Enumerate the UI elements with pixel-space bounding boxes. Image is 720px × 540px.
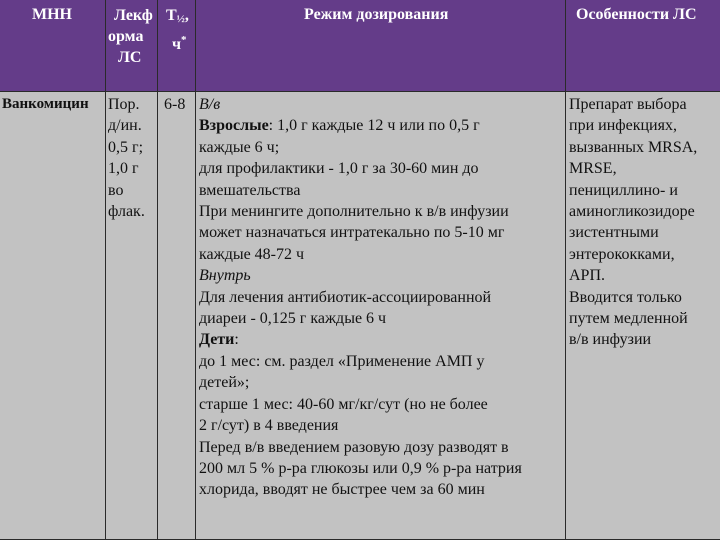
header-halflife-sub: ½ [176, 13, 185, 25]
features-text [569, 94, 697, 351]
dosing-line: хлорида, вводят не быстрее чем за 60 мин [199, 481, 485, 499]
features-line: вызванных MRSA, [569, 138, 698, 156]
header-halflife [158, 0, 196, 92]
dosing-line: 2 г/сут) в 4 введения [199, 417, 339, 435]
dosing-line: Для лечения антибиотик-ассоциированной [199, 288, 492, 306]
header-halflife-label [166, 5, 189, 55]
features-line: зистентными [569, 224, 659, 242]
features-line: аминогликозидоре [569, 203, 695, 221]
dosing-adults-label: Взрослые [199, 117, 269, 135]
header-halflife-comma: , [184, 7, 189, 24]
dosing-line: каждые 6 ч; [199, 138, 280, 156]
cell-form [106, 92, 158, 540]
features-line: энтерококками, [569, 245, 675, 263]
header-form-line: ЛС [118, 49, 142, 66]
halflife-value: 6-8 [164, 96, 186, 113]
dosing-line: При менингите дополнительно к в/в инфузии [199, 203, 509, 221]
dosing-line: для профилактики - 1,0 г за 30-60 мин до [199, 160, 479, 178]
dosing-route-iv: В/в [199, 96, 221, 113]
features-line: АРП. [569, 267, 606, 285]
header-mnn-label: МНН [32, 6, 72, 23]
header-halflife-sup: * [181, 34, 187, 46]
header-halflife-unit: ч [172, 36, 182, 53]
form-text [108, 94, 145, 222]
header-dosing-label: Режим дозирования [304, 6, 449, 23]
header-features-label: Особенности ЛС [576, 6, 697, 23]
header-halflife-t: T [166, 7, 177, 24]
dosing-line: до 1 мес: см. раздел «Применение АМП у [199, 352, 485, 370]
features-line: путем медленной [569, 310, 688, 328]
form-line: 1,0 г [108, 160, 139, 178]
dosing-adults-text: : 1,0 г каждые 12 ч или по 0,5 г [268, 117, 480, 135]
cell-features [566, 92, 720, 540]
header-form [106, 0, 158, 92]
form-line: д/ин. [108, 117, 142, 135]
features-line: Вводится только [569, 288, 682, 306]
dosing-children-colon: : [234, 331, 239, 349]
features-line: MRSE, [569, 160, 617, 178]
dosing-line: 200 мл 5 % р-ра глюкозы или 0,9 % р-ра натрия [199, 459, 522, 477]
form-line: Пор. [108, 96, 140, 113]
features-line: в/в инфузии [569, 331, 652, 349]
cell-name [0, 92, 106, 540]
header-form-line: орма [108, 28, 144, 45]
features-line: при инфекциях, [569, 117, 677, 135]
header-form-label [108, 5, 153, 68]
features-line: пенициллино- и [569, 181, 678, 199]
dosing-line: диареи - 0,125 г каждые 6 ч [199, 310, 387, 328]
header-features [566, 0, 720, 92]
form-line: 0,5 г; [108, 138, 144, 156]
dosing-route-oral: Внутрь [199, 267, 251, 285]
dosing-line: старше 1 мес: 40-60 мг/кг/сут (но не более [199, 395, 488, 413]
header-mnn [0, 0, 106, 92]
dosing-text [199, 94, 522, 501]
dosing-children-label: Дети [199, 331, 235, 349]
cell-halflife [158, 92, 196, 540]
cell-dosing [196, 92, 566, 540]
dosing-line: может назначаться интратекально по 5-10 мг [199, 224, 505, 242]
dosing-line: вмешательства [199, 181, 301, 199]
header-dosing [196, 0, 566, 92]
features-line: Препарат выбора [569, 96, 687, 113]
form-line: флак. [108, 203, 145, 221]
header-form-line: Лекф [114, 7, 153, 24]
dosing-line: Перед в/в введением разовую дозу разводят в [199, 438, 509, 456]
form-line: во [108, 181, 124, 199]
dosing-line: детей»; [199, 374, 250, 392]
drug-name: Ванкомицин [2, 96, 89, 112]
dosing-line: каждые 48-72 ч [199, 245, 305, 263]
